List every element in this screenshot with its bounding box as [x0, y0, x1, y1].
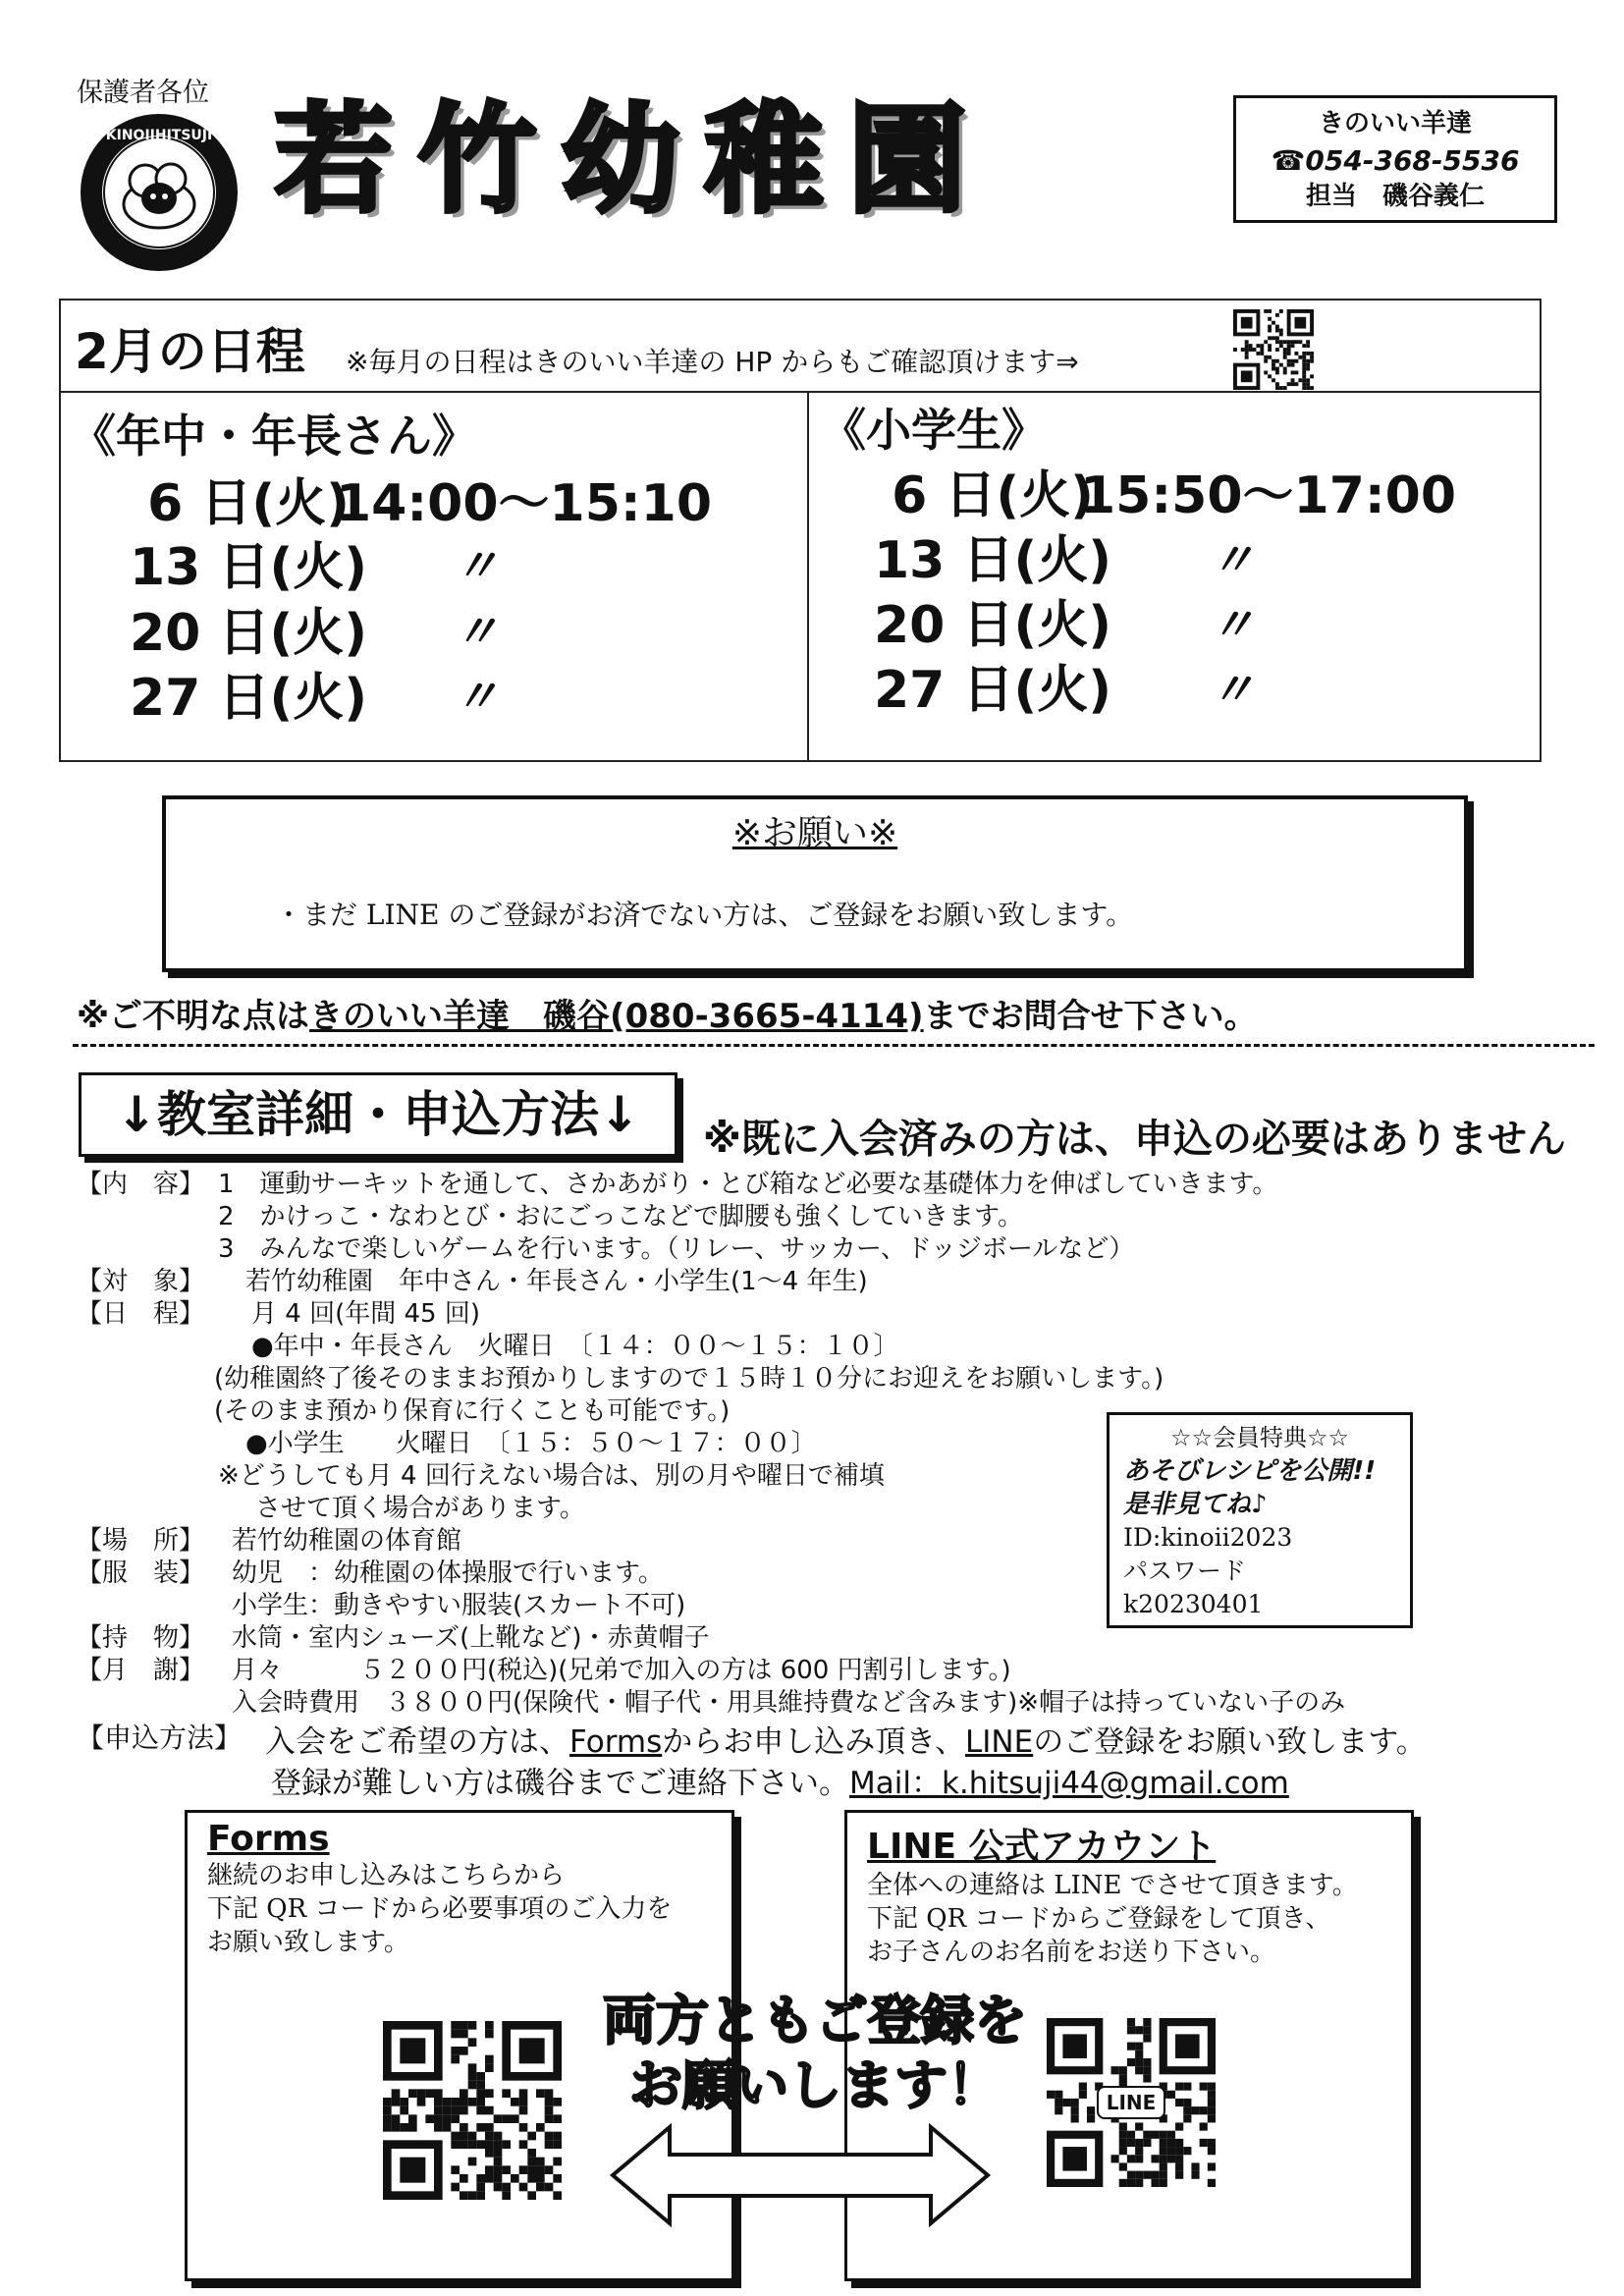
place-value: 若竹幼稚園の体育館: [232, 1526, 462, 1556]
clothing-line: 幼児 ：幼稚園の体操服で行います。: [232, 1558, 664, 1588]
schedule-label: 【日 程】: [77, 1299, 205, 1329]
schedule-note: ※毎月の日程はきのいい羊達の HP からもご確認頂けます⇒: [346, 346, 1079, 378]
fee-label: 【月 謝】: [77, 1656, 205, 1685]
perk-title: ☆☆会員特典☆☆: [1169, 1424, 1350, 1451]
apply-text: からお申し込み頂き、: [662, 1724, 966, 1760]
forms-text: お願い致します。: [207, 1928, 409, 1957]
apply-text: 入会をご希望の方は、: [265, 1724, 569, 1760]
inquiry-line: [77, 989, 1258, 1037]
section-note: ※既に入会済みの方は、申込の必要はありません: [703, 1117, 1566, 1162]
perk-id: ID:kinoii2023: [1123, 1523, 1293, 1552]
hp-qr-code[interactable]: [1233, 309, 1314, 390]
perk-password-label: パスワード: [1123, 1557, 1247, 1585]
ditto-mark: 〃: [1210, 663, 1255, 716]
forms-text: 下記 QR コードから必要事項のご入力を: [207, 1894, 673, 1924]
request-body: ・まだ LINE のご登録がお済でない方は、ご登録をお願い致します。: [275, 899, 1134, 931]
ditto-mark: 〃: [454, 539, 499, 592]
schedule-line: させて頂く場合があります。: [255, 1494, 585, 1523]
apply-text: 登録が難しい方は磯谷までご連絡下さい。: [271, 1766, 849, 1801]
ditto-mark: 〃: [454, 605, 499, 658]
dashed-divider: [73, 1044, 1595, 1047]
schedule-column-divider: [807, 391, 809, 762]
clothing-label: 【服 装】: [77, 1558, 205, 1588]
perk-line: あそびレシピを公開!!: [1123, 1456, 1377, 1486]
target-label: 【対 象】: [77, 1267, 205, 1296]
kindergarten-heading: 《年中・年長さん》: [71, 410, 477, 463]
apply-line: [271, 1758, 1289, 1802]
contact-box: [1233, 95, 1557, 223]
page-title: 若竹幼稚園: [275, 92, 992, 229]
content-label: 【内 容】: [77, 1170, 205, 1199]
forms-heading: Forms: [207, 1819, 330, 1859]
inquiry-contact: きのいい羊達 磯谷(080-3665-4114): [309, 997, 924, 1036]
line-link[interactable]: LINE: [965, 1724, 1034, 1760]
elementary-row-day: 27 日(火): [874, 661, 1111, 720]
ditto-mark: 〃: [454, 670, 499, 723]
forms-link[interactable]: Forms: [569, 1724, 663, 1760]
kindergarten-row-day: 20 日(火): [130, 604, 367, 663]
kindergarten-row-day: 6 日(火): [130, 474, 350, 533]
mail-link[interactable]: Mail：k.hitsuji44@gmail.com: [849, 1766, 1289, 1801]
items-label: 【持 物】: [77, 1623, 205, 1653]
schedule-line: ●年中・年長さん 火曜日 〔１４：００〜１５：１０〕: [251, 1332, 899, 1361]
kindergarten-row-day: 13 日(火): [130, 538, 367, 597]
ditto-mark: 〃: [1210, 533, 1255, 586]
line-text: 全体への連絡は LINE でさせて頂きます。: [867, 1871, 1358, 1900]
sheep-logo: [77, 110, 242, 275]
apply-label: 【申込方法】: [77, 1722, 243, 1754]
elementary-heading: 《小学生》: [821, 404, 1047, 457]
line-qr-label: LINE: [1097, 2086, 1165, 2119]
forms-text: 継続のお申し込みはこちらから: [207, 1861, 566, 1890]
logo-text: KINOIIHITSUJI: [105, 128, 213, 143]
section-heading: ↓教室詳細・申込方法↓: [79, 1072, 677, 1157]
both-line: お願いします！: [629, 2054, 1001, 2116]
schedule-divider: [59, 391, 1542, 393]
line-heading: LINE 公式アカウント: [867, 1827, 1217, 1867]
clothing-line: 小学生：動きやすい服装(スカート不可): [232, 1591, 686, 1620]
target-value: 若竹幼稚園 年中さん・年長さん・小学生(1〜4 年生): [245, 1267, 868, 1296]
content-line: 3 みんなで楽しいゲームを行います。（リレー、サッカー、ドッジボールなど）: [218, 1234, 1135, 1264]
contact-person: 担当 磯谷義仁: [1305, 182, 1485, 211]
contact-name: きのいい羊達: [1318, 109, 1472, 138]
member-perk-box: [1107, 1412, 1413, 1628]
line-text: お子さんのお名前をお送り下さい。: [867, 1938, 1276, 1967]
kindergarten-row-time: 14:00〜15:10: [336, 474, 713, 533]
both-register-text: [550, 1989, 1080, 2118]
fee-line: 月々 ５２００円(税込)(兄弟で加入の方は 600 円割引します。): [232, 1656, 1011, 1685]
perk-line: 是非見てね♪: [1123, 1490, 1268, 1519]
schedule-line: ●小学生 火曜日 〔１５：５０〜１７：００〕: [245, 1429, 817, 1458]
kindergarten-row-day: 27 日(火): [130, 669, 367, 728]
inquiry-prefix: ※ご不明な点は: [77, 997, 310, 1036]
request-title: ※お願い※: [731, 813, 898, 853]
double-arrow-icon: [609, 2121, 992, 2229]
schedule-title: 2月の日程: [75, 323, 305, 380]
elementary-row-day: 13 日(火): [874, 531, 1111, 590]
recipient-label: 保護者各位: [77, 78, 209, 108]
schedule-line: 月 4 回(年間 45 回): [251, 1299, 480, 1329]
schedule-line: ※どうしても月 4 回行えない場合は、別の月や曜日で補填: [218, 1461, 885, 1491]
forms-qr-code[interactable]: [383, 2021, 562, 2200]
fee-line: 入会時費用 ３８００円(保険代・帽子代・用具維持費など含みます)※帽子は持っていない子のみ: [232, 1688, 1346, 1718]
contact-phone: ☎054-368-5536: [1271, 144, 1520, 177]
perk-password: k20230401: [1123, 1590, 1264, 1618]
items-value: 水筒・室内シューズ(上靴など)・赤黄帽子: [232, 1623, 710, 1653]
ditto-mark: 〃: [1210, 598, 1255, 651]
content-line: 2 かけっこ・なわとび・おにごっこなどで脚腰も強くしていきます。: [218, 1202, 1023, 1231]
elementary-row-day: 20 日(火): [874, 596, 1111, 655]
schedule-line: (そのまま預かり保育に行くことも可能です。): [214, 1396, 731, 1426]
line-text: 下記 QR コードからご登録をして頂き、: [867, 1904, 1331, 1934]
elementary-row-day: 6 日(火): [874, 466, 1094, 525]
both-line: 両方ともご登録を: [603, 1990, 1027, 2051]
apply-line: [265, 1717, 1427, 1761]
place-label: 【場 所】: [77, 1526, 205, 1556]
elementary-row-time: 15:50〜17:00: [1080, 466, 1457, 525]
inquiry-suffix: までお問合せ下さい。: [923, 997, 1258, 1036]
content-line: 1 運動サーキットを通して、さかあがり・とび箱など必要な基礎体力を伸ばしていきます。: [218, 1170, 1278, 1199]
apply-text: のご登録をお願い致します。: [1033, 1724, 1427, 1760]
schedule-line: (幼稚園終了後そのままお預かりしますので１５時１０分にお迎えをお願いします。): [214, 1364, 1164, 1394]
